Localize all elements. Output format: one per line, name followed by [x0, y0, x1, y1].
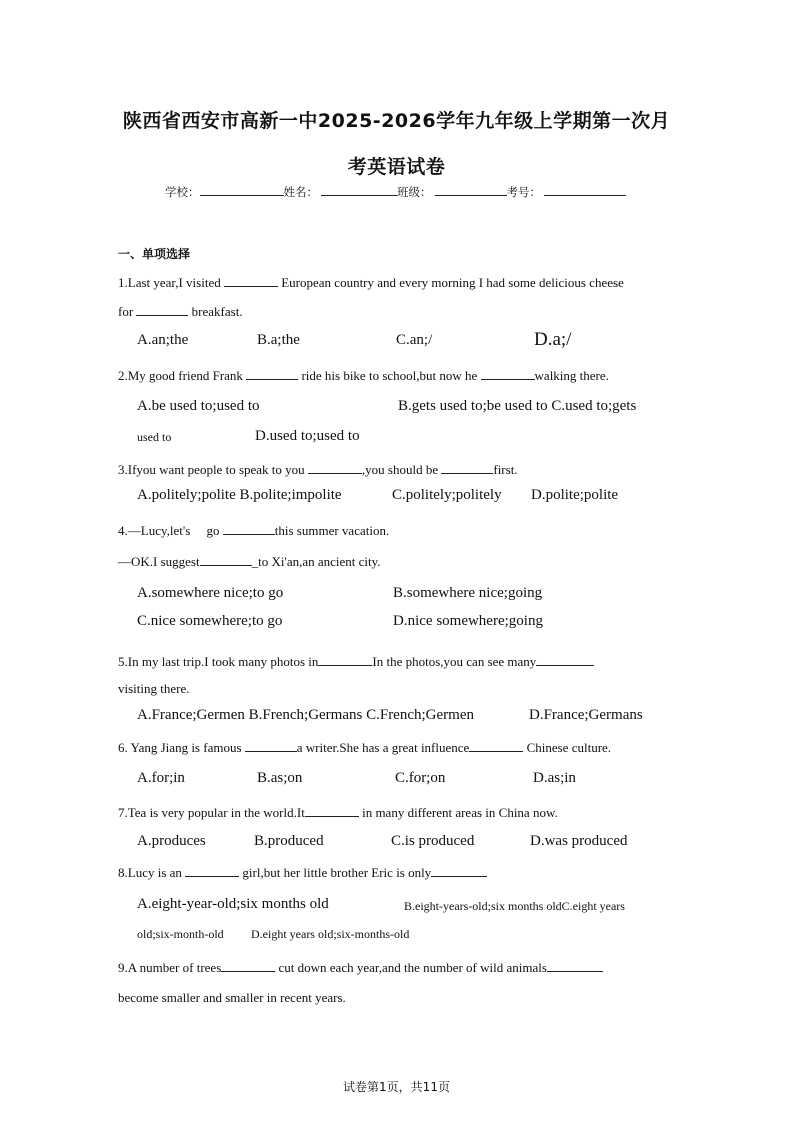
- question-4-stem: 4.—Lucy,let's go this summer vacation.: [118, 523, 390, 538]
- question-1-stem: 1.Last year,I visited European country and every morning I had some delicious cheese: [118, 275, 624, 290]
- school-field[interactable]: [200, 184, 284, 196]
- q7-option-c[interactable]: C.is produced: [391, 833, 475, 849]
- question-7-stem: 7.Tea is very popular in the world.It in many different areas in China now.: [118, 805, 558, 820]
- q6-option-b[interactable]: B.as;on: [257, 770, 303, 786]
- q6-option-d[interactable]: D.as;in: [533, 770, 576, 786]
- q7-option-d[interactable]: D.was produced: [530, 833, 628, 849]
- name-field[interactable]: [321, 184, 397, 196]
- question-3-stem: 3.Ifyou want people to speak to you ,you should be first.: [118, 462, 518, 477]
- page-footer: 试卷第1页，共11页: [343, 1080, 450, 1094]
- q2-option-bc[interactable]: B.gets used to;be used to C.used to;gets: [398, 398, 637, 414]
- q1-option-d[interactable]: D.a;/: [534, 329, 572, 350]
- q2-option-a[interactable]: A.be used to;used to: [137, 398, 260, 414]
- q3-option-ab[interactable]: A.politely;polite B.polite;impolite: [137, 487, 342, 503]
- class-label: 班级：: [397, 185, 432, 199]
- school-label: 学校：: [165, 185, 200, 199]
- name-label: 姓名：: [283, 185, 318, 199]
- q1-option-a[interactable]: A.an;the: [137, 332, 189, 348]
- q7-option-b[interactable]: B.produced: [254, 833, 324, 849]
- page-title-line2: 考英语试卷: [347, 156, 446, 178]
- q1-option-b[interactable]: B.a;the: [257, 332, 300, 348]
- question-5-stem-cont: visiting there.: [118, 681, 190, 696]
- q1-option-c[interactable]: C.an;/: [396, 332, 433, 348]
- q3-option-d[interactable]: D.polite;polite: [531, 487, 619, 503]
- q8-option-c-cont: old;six-month-old: [137, 927, 224, 941]
- exam-no-field[interactable]: [544, 184, 626, 196]
- q8-option-d[interactable]: D.eight years old;six-months-old: [251, 927, 410, 941]
- section-heading: 一、单项选择: [118, 247, 191, 261]
- q4-option-b[interactable]: B.somewhere nice;going: [393, 585, 543, 601]
- q8-option-a[interactable]: A.eight-year-old;six months old: [137, 896, 329, 912]
- page-title-line1: 陕西省西安市高新一中2025-2026学年九年级上学期第一次月: [122, 110, 671, 132]
- exam-no-label: 考号：: [506, 185, 541, 199]
- question-4-stem-cont: —OK.I suggest _to Xi'an,an ancient city.: [118, 554, 381, 569]
- q2-option-d[interactable]: D.used to;used to: [255, 428, 360, 444]
- question-9-stem-cont: become smaller and smaller in recent years.: [118, 990, 346, 1005]
- class-field[interactable]: [435, 184, 507, 196]
- student-info-row: [165, 184, 626, 200]
- question-5-stem: 5.In my last trip.I took many photos in In the photos,you can see many: [118, 654, 594, 670]
- q5-option-abc[interactable]: A.France;Germen B.French;Germans C.French;Germen: [137, 707, 474, 723]
- q4-option-d[interactable]: D.nice somewhere;going: [393, 613, 543, 629]
- q6-option-a[interactable]: A.for;in: [137, 770, 185, 786]
- q8-option-bc[interactable]: B.eight-years-old;six months oldC.eight years: [404, 899, 625, 913]
- question-6-stem: 6. Yang Jiang is famous a writer.She has a great influence Chinese culture.: [118, 740, 612, 755]
- q7-option-a[interactable]: A.produces: [137, 833, 206, 849]
- q4-option-a[interactable]: A.somewhere nice;to go: [137, 585, 284, 601]
- q6-option-c[interactable]: C.for;on: [395, 770, 446, 786]
- question-9-stem: 9.A number of trees cut down each year,and the number of wild animals: [118, 960, 603, 976]
- question-2-stem: 2.My good friend Frank ride his bike to school,but now he walking there.: [118, 368, 609, 383]
- q5-option-d[interactable]: D.France;Germans: [529, 707, 643, 723]
- question-8-stem: 8.Lucy is an girl,but her little brother Eric is only: [118, 865, 487, 881]
- q2-option-c-cont: used to: [137, 430, 172, 444]
- q4-option-c[interactable]: C.nice somewhere;to go: [137, 613, 283, 629]
- q3-option-c[interactable]: C.politely;politely: [392, 487, 502, 503]
- question-1-stem-cont: for breakfast.: [118, 304, 243, 319]
